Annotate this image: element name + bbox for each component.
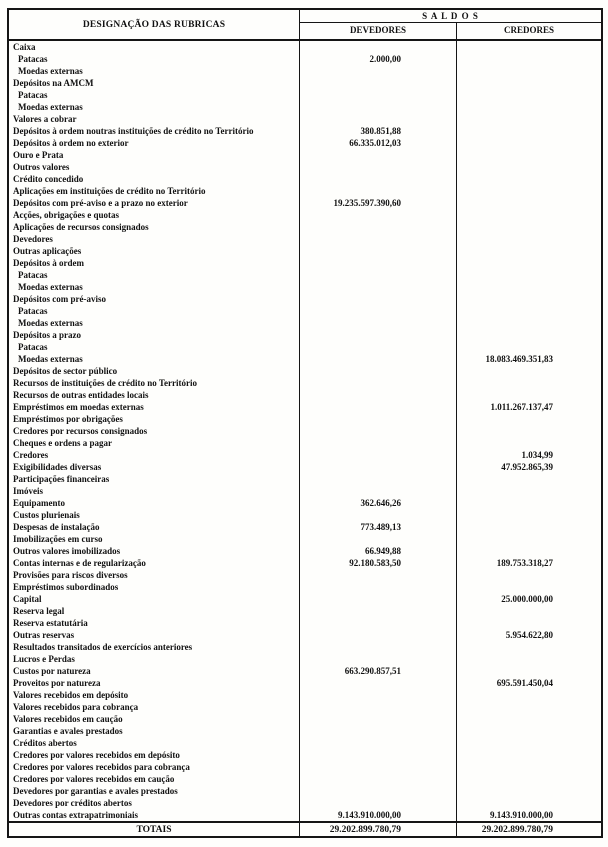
devedores-value: [299, 377, 456, 389]
devedores-value: [299, 773, 456, 785]
devedores-value: [299, 533, 456, 545]
rubrica-label: Outros valores imobilizados: [13, 546, 121, 556]
credores-value: [456, 497, 601, 509]
credores-value: [456, 485, 601, 497]
rubrica-label: Patacas: [18, 306, 48, 316]
rubrica-label: Garantias e avales prestados: [13, 726, 123, 736]
rubrica-label: Credores por valores recebidos para cobrança: [13, 762, 190, 772]
credores-value: [456, 65, 601, 77]
table-row: [9, 497, 601, 509]
table-row: [9, 161, 601, 173]
credores-value: [456, 281, 601, 293]
rubrica-label: Depósitos à ordem: [13, 258, 84, 268]
rubricas-column-header: DESIGNAÇÃO DAS RUBRICAS: [82, 19, 226, 30]
table-row: [9, 317, 601, 329]
rubrica-label: Empréstimos por obrigações: [13, 414, 123, 424]
rubrica-label: Exigibilidades diversas: [13, 462, 102, 472]
devedores-value: [299, 569, 456, 581]
rubrica-label: Acções, obrigações e quotas: [13, 210, 119, 220]
credores-value: [456, 761, 601, 773]
totals-label: TOTAIS: [136, 825, 172, 835]
devedores-value: [299, 101, 456, 113]
rubrica-label: Patacas: [18, 270, 48, 280]
rubrica-label: Depósitos a prazo: [13, 330, 81, 340]
table-row: [9, 629, 601, 641]
devedores-value: [299, 233, 456, 245]
table-row: [9, 809, 601, 821]
devedores-value: [299, 353, 456, 365]
devedores-value: [299, 641, 456, 653]
devedores-value: [299, 413, 456, 425]
table-row: [9, 617, 601, 629]
table-row: [9, 581, 601, 593]
table-row: [9, 437, 601, 449]
rubrica-label: Reserva legal: [13, 606, 65, 616]
devedores-value: 380.851,88: [299, 125, 456, 137]
credores-value: 25.000.000,00: [456, 593, 601, 605]
rubrica-label: Equipamento: [13, 498, 66, 508]
devedores-value: [299, 461, 456, 473]
devedores-value: [299, 785, 456, 797]
devedores-value: [299, 269, 456, 281]
credores-value: [456, 797, 601, 809]
devedores-value: [299, 593, 456, 605]
table-row: [9, 113, 601, 125]
credores-value: [456, 341, 601, 353]
table-row: [9, 257, 601, 269]
credores-value: [456, 233, 601, 245]
saldos-table: [7, 8, 603, 838]
credores-value: [456, 653, 601, 665]
table-row: [9, 605, 601, 617]
devedores-value: [299, 449, 456, 461]
devedores-value: [299, 389, 456, 401]
credores-value: [456, 257, 601, 269]
rubrica-label: Depósitos na AMCM: [13, 78, 94, 88]
credores-value: [456, 749, 601, 761]
devedores-value: [299, 677, 456, 689]
rubrica-label: Aplicações de recursos consignados: [13, 222, 149, 232]
table-row: [9, 653, 601, 665]
credores-value: [456, 737, 601, 749]
rubrica-label: Valores recebidos para cobrança: [13, 702, 139, 712]
credores-value: [456, 197, 601, 209]
credores-value: 1.011.267.137,47: [456, 401, 601, 413]
table-row: [9, 185, 601, 197]
devedores-value: 362.646,26: [299, 497, 456, 509]
credores-value: [456, 305, 601, 317]
rubrica-label: Empréstimos subordinados: [13, 582, 119, 592]
credores-value: [456, 185, 601, 197]
rubrica-label: Recursos de outras entidades locais: [13, 390, 149, 400]
rubrica-label: Outras aplicações: [13, 246, 82, 256]
rubrica-label: Credores por valores recebidos em caução: [13, 774, 175, 784]
rubrica-label: Depósitos à ordem noutras instituições de crédito no Território: [13, 126, 254, 136]
table-row: [9, 149, 601, 161]
rubrica-label: Ouro e Prata: [13, 150, 64, 160]
devedores-value: [299, 65, 456, 77]
credores-value: 189.753.318,27: [456, 557, 601, 569]
credores-value: [456, 113, 601, 125]
rubrica-label: Capital: [13, 594, 42, 604]
rubrica-label: Créditos abertos: [13, 738, 77, 748]
table-row: [9, 281, 601, 293]
rubrica-label: Participações financeiras: [13, 474, 110, 484]
rubrica-label: Caixa: [13, 42, 36, 52]
devedores-value: [299, 617, 456, 629]
credores-value: [456, 137, 601, 149]
devedores-value: [299, 113, 456, 125]
rubrica-label: Empréstimos em moedas externas: [13, 402, 144, 412]
devedores-value: [299, 797, 456, 809]
table-body: [9, 41, 601, 821]
devedores-value: [299, 317, 456, 329]
rubrica-label: Devedores por créditos abertos: [13, 798, 132, 808]
table-row: [9, 125, 601, 137]
devedores-value: 9.143.910.000,00: [299, 809, 456, 821]
credores-value: [456, 569, 601, 581]
devedores-value: [299, 737, 456, 749]
rubrica-label: Proveitos por natureza: [13, 678, 101, 688]
credores-column-header: CREDORES: [456, 23, 601, 39]
table-row: [9, 677, 601, 689]
credores-value: [456, 389, 601, 401]
rubrica-label: Aplicações em instituições de crédito no Território: [13, 186, 206, 196]
devedores-value: [299, 437, 456, 449]
table-row: [9, 749, 601, 761]
credores-value: [456, 161, 601, 173]
totals-devedores-value: 29.202.899.780,79: [299, 823, 456, 836]
credores-value: [456, 269, 601, 281]
devedores-value: 66.949,88: [299, 545, 456, 557]
devedores-value: [299, 209, 456, 221]
credores-value: [456, 53, 601, 65]
rubrica-label: Crédito concedido: [13, 174, 84, 184]
credores-value: [456, 581, 601, 593]
table-row: [9, 569, 601, 581]
devedores-value: [299, 329, 456, 341]
credores-value: 9.143.910.000,00: [456, 809, 601, 821]
credores-value: [456, 521, 601, 533]
devedores-value: [299, 341, 456, 353]
devedores-value: [299, 173, 456, 185]
table-row: [9, 329, 601, 341]
table-row: [9, 689, 601, 701]
credores-value: [456, 377, 601, 389]
credores-value: [456, 785, 601, 797]
credores-value: [456, 641, 601, 653]
table-row: [9, 641, 601, 653]
credores-value: [456, 689, 601, 701]
table-row: [9, 533, 601, 545]
rubrica-label: Valores a cobrar: [13, 114, 77, 124]
table-row: [9, 209, 601, 221]
credores-value: 1.034,99: [456, 449, 601, 461]
rubrica-label: Patacas: [18, 342, 48, 352]
rubrica-label: Valores recebidos em depósito: [13, 690, 129, 700]
table-row: [9, 401, 601, 413]
table-row: [9, 365, 601, 377]
rubrica-label: Depósitos com pré-aviso: [13, 294, 106, 304]
credores-value: 18.083.469.351,83: [456, 353, 601, 365]
credores-value: [456, 509, 601, 521]
table-row: [9, 89, 601, 101]
devedores-value: [299, 41, 456, 53]
credores-value: [456, 149, 601, 161]
devedores-column-header: DEVEDORES: [299, 23, 456, 39]
credores-value: [456, 101, 601, 113]
rubrica-label: Valores recebidos em caução: [13, 714, 123, 724]
rubrica-label: Devedores por garantias e avales prestados: [13, 786, 178, 796]
devedores-value: [299, 365, 456, 377]
rubrica-label: Custos plurienais: [13, 510, 80, 520]
table-row: [9, 449, 601, 461]
credores-value: [456, 209, 601, 221]
credores-value: 5.954.622,80: [456, 629, 601, 641]
credores-value: [456, 365, 601, 377]
credores-value: [456, 221, 601, 233]
table-row: [9, 545, 601, 557]
credores-value: [456, 77, 601, 89]
rubrica-label: Cheques e ordens a pagar: [13, 438, 113, 448]
devedores-value: [299, 713, 456, 725]
table-row: [9, 425, 601, 437]
rubrica-label: Outras reservas: [13, 630, 75, 640]
table-row: [9, 353, 601, 365]
rubrica-label: Moedas externas: [18, 102, 83, 112]
credores-value: [456, 413, 601, 425]
devedores-value: [299, 485, 456, 497]
devedores-value: 66.335.012,03: [299, 137, 456, 149]
devedores-value: 2.000,00: [299, 53, 456, 65]
table-row: [9, 473, 601, 485]
rubrica-label: Moedas externas: [18, 66, 83, 76]
devedores-value: [299, 149, 456, 161]
rubrica-label: Despesas de instalação: [13, 522, 100, 532]
credores-value: [456, 317, 601, 329]
devedores-value: [299, 509, 456, 521]
table-row: [9, 77, 601, 89]
credores-value: [456, 437, 601, 449]
credores-value: 47.952.865,39: [456, 461, 601, 473]
table-row: [9, 137, 601, 149]
rubrica-label: Patacas: [18, 54, 48, 64]
table-row: [9, 713, 601, 725]
rubrica-label: Moedas externas: [18, 318, 83, 328]
credores-value: [456, 89, 601, 101]
devedores-value: [299, 425, 456, 437]
table-row: [9, 101, 601, 113]
devedores-value: 663.290.857,51: [299, 665, 456, 677]
rubrica-label: Custos por natureza: [13, 666, 91, 676]
table-row: [9, 797, 601, 809]
rubrica-label: Depósitos à ordem no exterior: [13, 138, 129, 148]
rubrica-label: Imobilizações em curso: [13, 534, 103, 544]
table-row: [9, 293, 601, 305]
table-row: [9, 665, 601, 677]
rubrica-label: Depósitos com pré-aviso e a prazo no exterior: [13, 198, 188, 208]
table-row: [9, 173, 601, 185]
devedores-value: [299, 221, 456, 233]
table-row: [9, 785, 601, 797]
table-row: [9, 461, 601, 473]
credores-value: [456, 329, 601, 341]
devedores-value: [299, 689, 456, 701]
credores-value: [456, 545, 601, 557]
table-row: [9, 737, 601, 749]
credores-value: [456, 41, 601, 53]
devedores-value: [299, 761, 456, 773]
rubrica-label: Contas internas e de regularização: [13, 558, 146, 568]
devedores-value: [299, 629, 456, 641]
table-row: [9, 197, 601, 209]
credores-value: [456, 173, 601, 185]
devedores-value: 92.180.583,50: [299, 557, 456, 569]
credores-value: [456, 425, 601, 437]
table-row: [9, 521, 601, 533]
table-row: [9, 725, 601, 737]
credores-value: [456, 125, 601, 137]
devedores-value: [299, 293, 456, 305]
credores-value: [456, 605, 601, 617]
credores-value: [456, 533, 601, 545]
rubrica-label: Moedas externas: [18, 282, 83, 292]
table-row: [9, 341, 601, 353]
table-row: [9, 557, 601, 569]
table-row: [9, 593, 601, 605]
table-row: [9, 377, 601, 389]
credores-value: [456, 245, 601, 257]
table-row: [9, 413, 601, 425]
rubrica-label: Imóveis: [13, 486, 43, 496]
rubrica-label: Devedores: [13, 234, 53, 244]
table-row: [9, 701, 601, 713]
credores-value: [456, 701, 601, 713]
table-row: [9, 269, 601, 281]
credores-value: [456, 293, 601, 305]
devedores-value: 773.489,13: [299, 521, 456, 533]
credores-value: [456, 617, 601, 629]
rubrica-label: Recursos de instituições de crédito no Território: [13, 378, 197, 388]
devedores-value: [299, 725, 456, 737]
rubrica-label: Reserva estatutária: [13, 618, 88, 628]
devedores-value: [299, 281, 456, 293]
table-row: [9, 245, 601, 257]
table-row: [9, 485, 601, 497]
devedores-value: [299, 185, 456, 197]
rubrica-label: Outros valores: [13, 162, 70, 172]
table-header: [9, 10, 601, 41]
table-row: [9, 65, 601, 77]
rubrica-label: Credores: [13, 450, 49, 460]
totals-row: [9, 821, 601, 836]
devedores-value: [299, 401, 456, 413]
table-row: [9, 389, 601, 401]
table-row: [9, 41, 601, 53]
devedores-value: [299, 305, 456, 317]
table-row: [9, 233, 601, 245]
rubrica-label: Outras contas extrapatrimoniais: [13, 810, 138, 820]
totals-credores-value: 29.202.899.780,79: [456, 823, 601, 836]
devedores-value: [299, 89, 456, 101]
credores-value: [456, 665, 601, 677]
devedores-value: [299, 473, 456, 485]
rubrica-label: Credores por recursos consignados: [13, 426, 148, 436]
rubrica-label: Patacas: [18, 90, 48, 100]
rubrica-label: Resultados transitados de exercícios anteriores: [13, 642, 193, 652]
devedores-value: [299, 257, 456, 269]
devedores-value: [299, 701, 456, 713]
devedores-value: [299, 653, 456, 665]
table-row: [9, 221, 601, 233]
table-row: [9, 53, 601, 65]
devedores-value: [299, 245, 456, 257]
credores-value: 695.591.450,04: [456, 677, 601, 689]
rubrica-label: Provisões para riscos diversos: [13, 570, 128, 580]
credores-value: [456, 725, 601, 737]
credores-value: [456, 473, 601, 485]
rubrica-label: Credores por valores recebidos em depósito: [13, 750, 180, 760]
devedores-value: [299, 161, 456, 173]
table-row: [9, 305, 601, 317]
table-row: [9, 773, 601, 785]
table-row: [9, 761, 601, 773]
table-row: [9, 509, 601, 521]
rubrica-label: Lucros e Perdas: [13, 654, 75, 664]
credores-value: [456, 713, 601, 725]
rubrica-label: Moedas externas: [18, 354, 83, 364]
devedores-value: [299, 605, 456, 617]
devedores-value: [299, 77, 456, 89]
devedores-value: [299, 581, 456, 593]
rubrica-label: Depósitos de sector público: [13, 366, 118, 376]
saldos-group-header: S A L D O S: [299, 10, 601, 23]
credores-value: [456, 773, 601, 785]
devedores-value: [299, 749, 456, 761]
devedores-value: 19.235.597.390,60: [299, 197, 456, 209]
